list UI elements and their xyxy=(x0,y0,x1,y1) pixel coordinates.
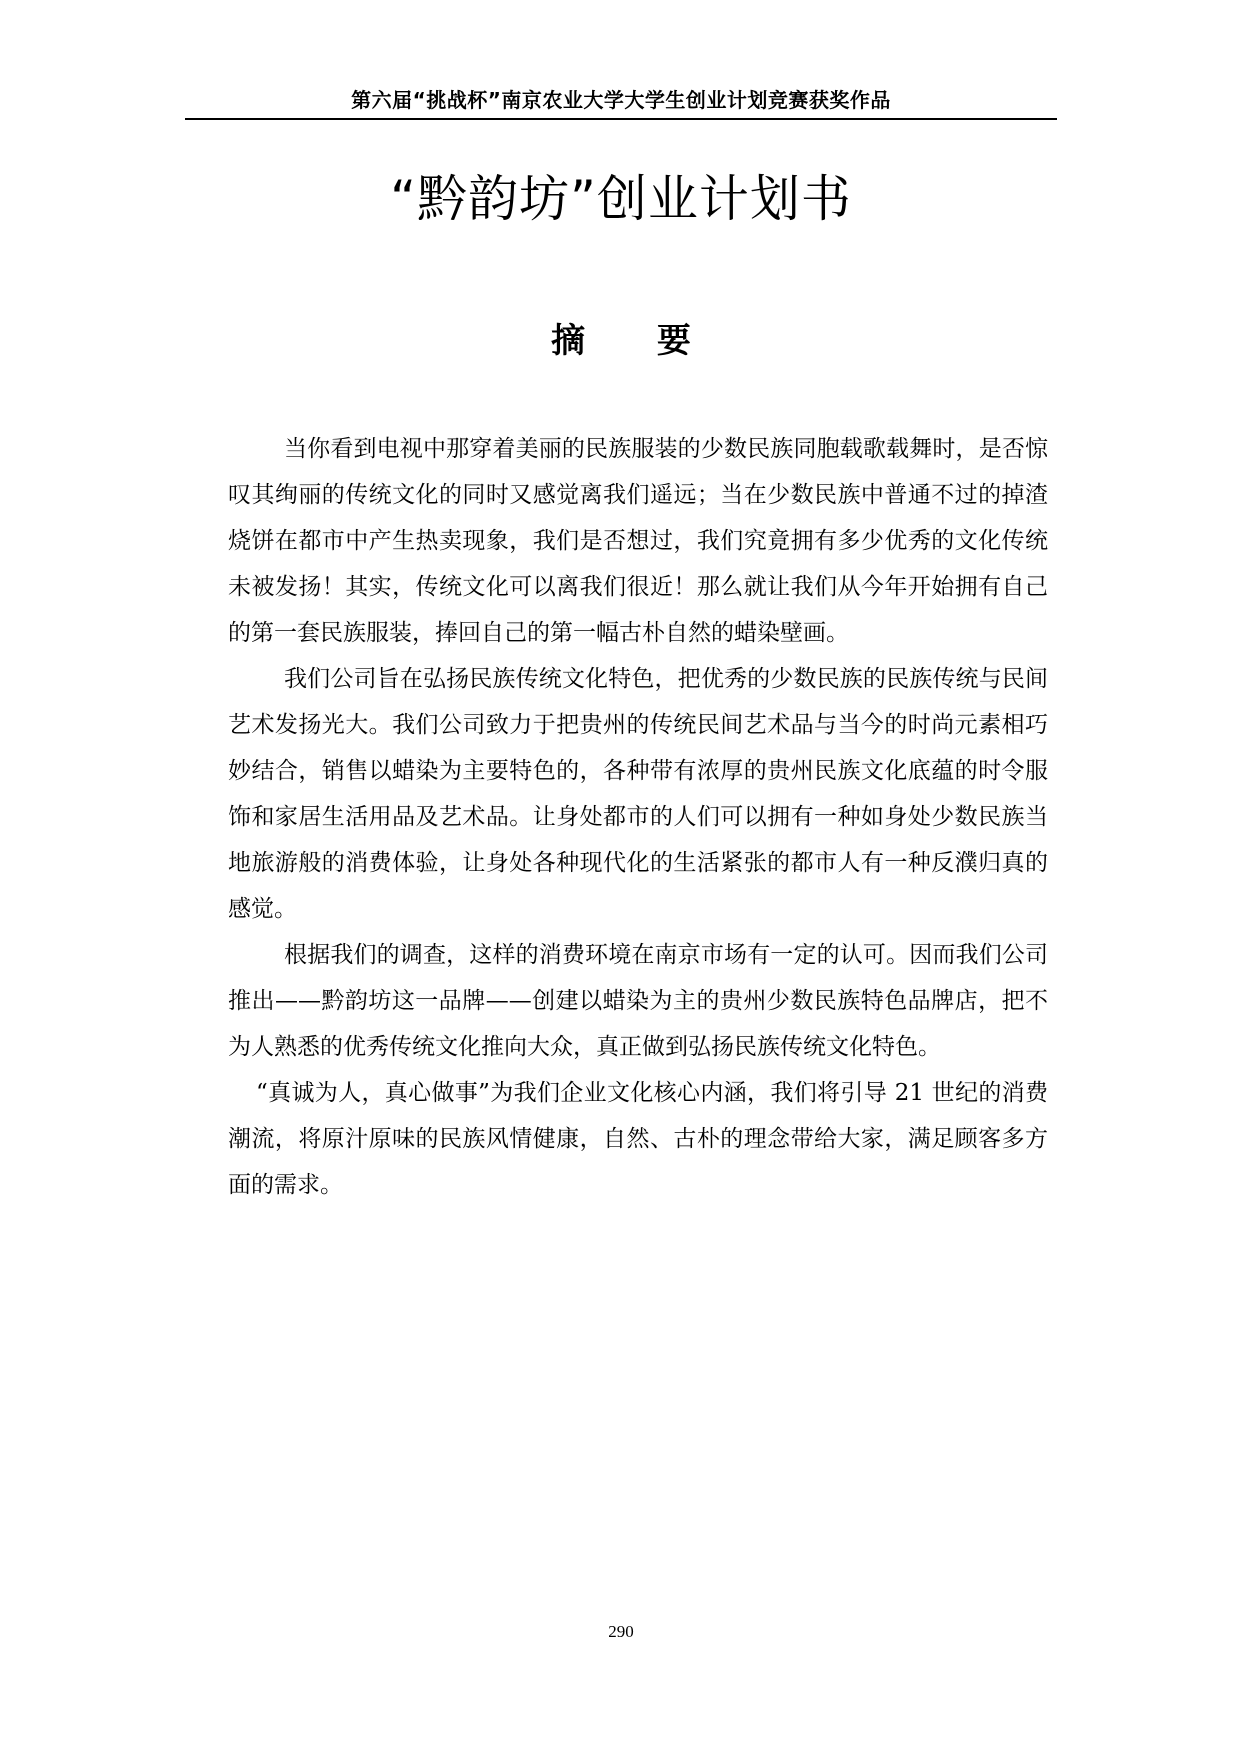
page-number: 290 xyxy=(608,1622,634,1641)
running-header: 第六届“挑战杯”南京农业大学大学生创业计划竞赛获奖作品 xyxy=(351,88,891,112)
abstract-body xyxy=(228,426,1048,1208)
header-rule xyxy=(185,118,1057,120)
abstract-paragraph-3: 根据我们的调查，这样的消费环境在南京市场有一定的认可。因而我们公司推出——黔韵坊这一品牌——创建以蜡染为主的贵州少数民族特色品牌店，把不为人熟悉的优秀传统文化推向大众，真正做到弘扬民族传统文化特色。 xyxy=(228,942,1048,1060)
abstract-paragraph-1: 当你看到电视中那穿着美丽的民族服装的少数民族同胞载歌载舞时，是否惊叹其绚丽的传统文化的同时又感觉离我们遥远；当在少数民族中普通不过的掉渣烧饼在都市中产生热卖现象，我们是否想过，我们究竟拥有多少优秀的文化传统未被发扬！其实，传统文化可以离我们很近！那么就让我们从今年开始拥有自己的第一套民族服装，捧回自己的第一幅古朴自然的蜡染壁画。 xyxy=(228,436,1048,646)
abstract-paragraph-2: 我们公司旨在弘扬民族传统文化特色，把优秀的少数民族的民族传统与民间艺术发扬光大。我们公司致力于把贵州的传统民间艺术品与当今的时尚元素相巧妙结合，销售以蜡染为主要特色的，各种带有浓厚的贵州民族文化底蕴的时令服饰和家居生活用品及艺术品。让身处都市的人们可以拥有一种如身处少数民族当地旅游般的消费体验，让身处各种现代化的生活紧张的都市人有一种反濮归真的感觉。 xyxy=(228,666,1048,922)
section-heading-abstract: 摘 要 xyxy=(551,321,721,361)
abstract-paragraph-4: “真诚为人，真心做事”为我们企业文化核心内涵，我们将引导 21 世纪的消费潮流，将原汁原味的民族风情健康，自然、古朴的理念带给大家，满足顾客多方面的需求。 xyxy=(228,1080,1048,1198)
document-title: “黔韵坊”创业计划书 xyxy=(390,170,852,228)
